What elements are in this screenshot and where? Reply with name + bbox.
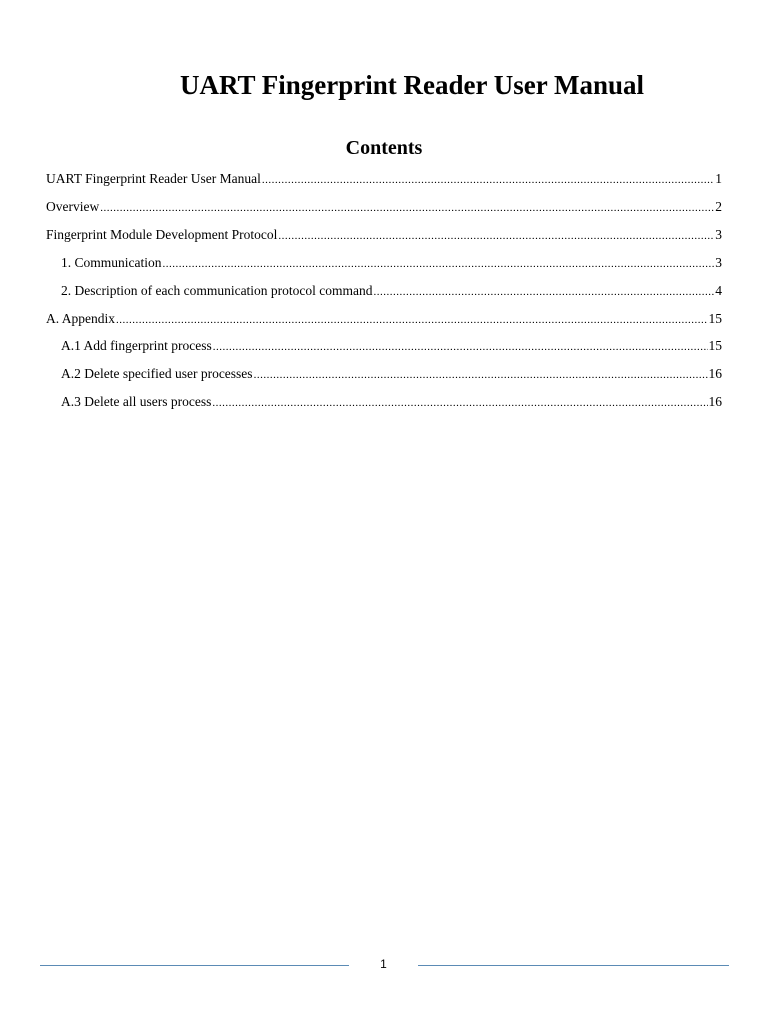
toc-entry[interactable] bbox=[46, 198, 722, 217]
toc-entry-label: Fingerprint Module Development Protocol bbox=[46, 227, 278, 242]
toc-entry[interactable] bbox=[46, 226, 722, 245]
toc-dot-leader bbox=[262, 170, 714, 189]
toc-entry[interactable] bbox=[46, 310, 722, 329]
toc-dot-leader bbox=[213, 337, 708, 356]
toc-entry[interactable] bbox=[61, 393, 722, 412]
toc-entry-page: 16 bbox=[708, 366, 722, 381]
toc-entry-page: 16 bbox=[708, 394, 722, 409]
toc-entry-label: A.1 Add fingerprint process bbox=[61, 338, 212, 353]
toc-entry-label: 1. Communication bbox=[61, 255, 162, 270]
toc-entry-label: A. Appendix bbox=[46, 311, 115, 326]
toc-entry-label: Overview bbox=[46, 199, 100, 214]
toc-entry-page: 1 bbox=[715, 171, 722, 186]
toc-entry-label: UART Fingerprint Reader User Manual bbox=[46, 171, 261, 186]
document-title: UART Fingerprint Reader User Manual bbox=[179, 70, 645, 100]
toc-entry-page: 15 bbox=[708, 311, 722, 326]
toc-entry[interactable] bbox=[61, 254, 722, 273]
toc-entry-label: A.3 Delete all users process bbox=[61, 394, 212, 409]
toc-entry[interactable] bbox=[61, 365, 722, 384]
toc-dot-leader bbox=[278, 226, 714, 245]
toc-entry-page: 3 bbox=[715, 227, 722, 242]
toc-entry-page: 15 bbox=[708, 338, 722, 353]
toc-entry[interactable] bbox=[46, 170, 722, 189]
toc-entry-page: 4 bbox=[715, 283, 722, 298]
toc-entry-page: 2 bbox=[715, 199, 722, 214]
toc-entry-page: 3 bbox=[715, 255, 722, 270]
toc-entry-label: A.2 Delete specified user processes bbox=[61, 366, 253, 381]
toc-dot-leader bbox=[116, 310, 708, 329]
toc-dot-leader bbox=[212, 393, 707, 412]
toc-dot-leader bbox=[100, 198, 714, 217]
footer-rule-left bbox=[40, 965, 349, 966]
toc-dot-leader bbox=[254, 365, 708, 384]
toc-dot-leader bbox=[163, 254, 715, 273]
toc-entry[interactable] bbox=[61, 282, 722, 301]
toc-dot-leader bbox=[374, 282, 715, 301]
toc-entry-label: 2. Description of each communication protocol command bbox=[61, 283, 373, 298]
toc-entry[interactable] bbox=[61, 337, 722, 356]
footer-rule-right bbox=[418, 965, 729, 966]
page-number: 1 bbox=[380, 957, 387, 971]
contents-heading: Contents bbox=[345, 137, 423, 159]
